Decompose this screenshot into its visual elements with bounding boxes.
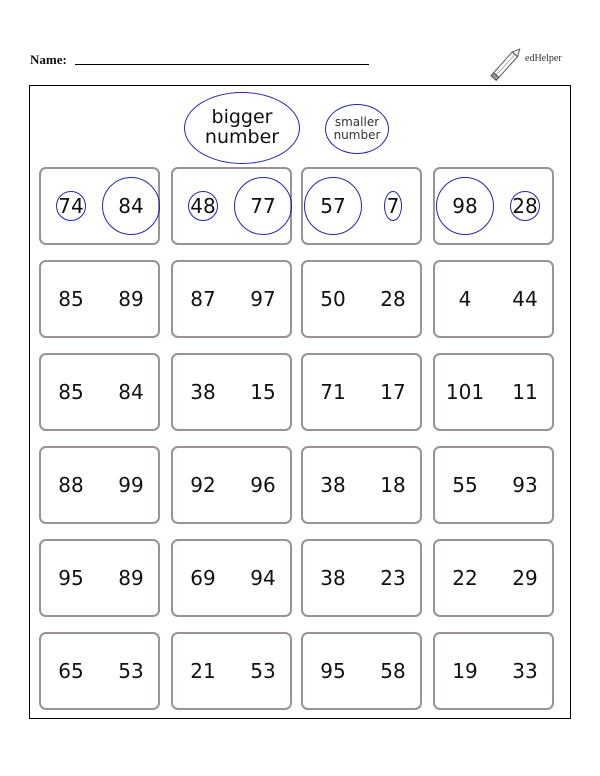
left-number[interactable]: 19 bbox=[452, 659, 478, 683]
number-pair[interactable] bbox=[433, 353, 554, 431]
number-pair[interactable] bbox=[433, 632, 554, 710]
left-number[interactable]: 38 bbox=[190, 380, 216, 404]
number-pair[interactable] bbox=[301, 446, 422, 524]
name-label: Name: bbox=[30, 52, 67, 67]
right-number[interactable]: 53 bbox=[118, 659, 144, 683]
number-pair[interactable] bbox=[39, 632, 160, 710]
smaller-circle bbox=[510, 191, 540, 221]
right-number[interactable]: 97 bbox=[250, 287, 276, 311]
right-number[interactable]: 18 bbox=[380, 473, 406, 497]
smaller-circle bbox=[56, 191, 86, 221]
number-pair[interactable] bbox=[433, 446, 554, 524]
number-pair[interactable] bbox=[433, 539, 554, 617]
number-pair[interactable] bbox=[39, 446, 160, 524]
right-number[interactable]: 53 bbox=[250, 659, 276, 683]
number-pair[interactable] bbox=[433, 260, 554, 338]
bigger-circle bbox=[102, 177, 160, 235]
number-pair[interactable] bbox=[171, 446, 292, 524]
left-number[interactable]: 22 bbox=[452, 566, 478, 590]
number-pair[interactable] bbox=[171, 539, 292, 617]
right-number[interactable]: 94 bbox=[250, 566, 276, 590]
bigger-circle bbox=[304, 177, 362, 235]
right-number[interactable]: 28 bbox=[512, 194, 538, 218]
left-number[interactable]: 4 bbox=[458, 287, 472, 311]
left-number[interactable]: 95 bbox=[320, 659, 346, 683]
example-pair[interactable] bbox=[39, 167, 160, 245]
left-number[interactable]: 85 bbox=[58, 380, 84, 404]
right-number[interactable]: 77 bbox=[250, 194, 276, 218]
number-pair[interactable] bbox=[301, 632, 422, 710]
bigger-circle bbox=[436, 177, 494, 235]
right-number[interactable]: 96 bbox=[250, 473, 276, 497]
number-pair[interactable] bbox=[301, 260, 422, 338]
left-number[interactable]: 55 bbox=[452, 473, 478, 497]
smaller-circle bbox=[384, 191, 402, 221]
number-pair[interactable] bbox=[301, 353, 422, 431]
left-number[interactable]: 92 bbox=[190, 473, 216, 497]
number-pair[interactable] bbox=[39, 260, 160, 338]
bigger-circle bbox=[234, 177, 292, 235]
example-pair[interactable] bbox=[301, 167, 422, 245]
left-number[interactable]: 88 bbox=[58, 473, 84, 497]
number-pair[interactable] bbox=[39, 353, 160, 431]
left-number[interactable]: 74 bbox=[58, 194, 84, 218]
left-number[interactable]: 71 bbox=[320, 380, 346, 404]
left-number[interactable]: 69 bbox=[190, 566, 216, 590]
name-line[interactable] bbox=[75, 64, 369, 65]
example-pair[interactable] bbox=[433, 167, 554, 245]
left-number[interactable]: 101 bbox=[445, 380, 485, 404]
left-number[interactable]: 65 bbox=[58, 659, 84, 683]
right-number[interactable]: 44 bbox=[512, 287, 538, 311]
right-number[interactable]: 7 bbox=[386, 194, 400, 218]
left-number[interactable]: 87 bbox=[190, 287, 216, 311]
left-number[interactable]: 95 bbox=[58, 566, 84, 590]
right-number[interactable]: 84 bbox=[118, 380, 144, 404]
right-number[interactable]: 89 bbox=[118, 287, 144, 311]
right-number[interactable]: 29 bbox=[512, 566, 538, 590]
left-number[interactable]: 57 bbox=[320, 194, 346, 218]
left-number[interactable]: 50 bbox=[320, 287, 346, 311]
number-pair[interactable] bbox=[301, 539, 422, 617]
left-number[interactable]: 38 bbox=[320, 566, 346, 590]
number-pair[interactable] bbox=[171, 632, 292, 710]
left-number[interactable]: 85 bbox=[58, 287, 84, 311]
key-bigger-number: bigger number bbox=[184, 92, 300, 164]
right-number[interactable]: 15 bbox=[250, 380, 276, 404]
right-number[interactable]: 17 bbox=[380, 380, 406, 404]
right-number[interactable]: 99 bbox=[118, 473, 144, 497]
key-smaller-number: smaller number bbox=[325, 104, 389, 154]
number-pair[interactable] bbox=[171, 353, 292, 431]
right-number[interactable]: 93 bbox=[512, 473, 538, 497]
number-pair[interactable] bbox=[171, 260, 292, 338]
right-number[interactable]: 33 bbox=[512, 659, 538, 683]
number-pair[interactable] bbox=[39, 539, 160, 617]
left-number[interactable]: 48 bbox=[190, 194, 216, 218]
brand-name: edHelper bbox=[525, 53, 562, 64]
right-number[interactable]: 58 bbox=[380, 659, 406, 683]
smaller-circle bbox=[188, 191, 218, 221]
example-pair[interactable] bbox=[171, 167, 292, 245]
right-number[interactable]: 89 bbox=[118, 566, 144, 590]
left-number[interactable]: 21 bbox=[190, 659, 216, 683]
right-number[interactable]: 11 bbox=[512, 380, 538, 404]
left-number[interactable]: 38 bbox=[320, 473, 346, 497]
right-number[interactable]: 28 bbox=[380, 287, 406, 311]
right-number[interactable]: 23 bbox=[380, 566, 406, 590]
right-number[interactable]: 84 bbox=[118, 194, 144, 218]
left-number[interactable]: 98 bbox=[452, 194, 478, 218]
